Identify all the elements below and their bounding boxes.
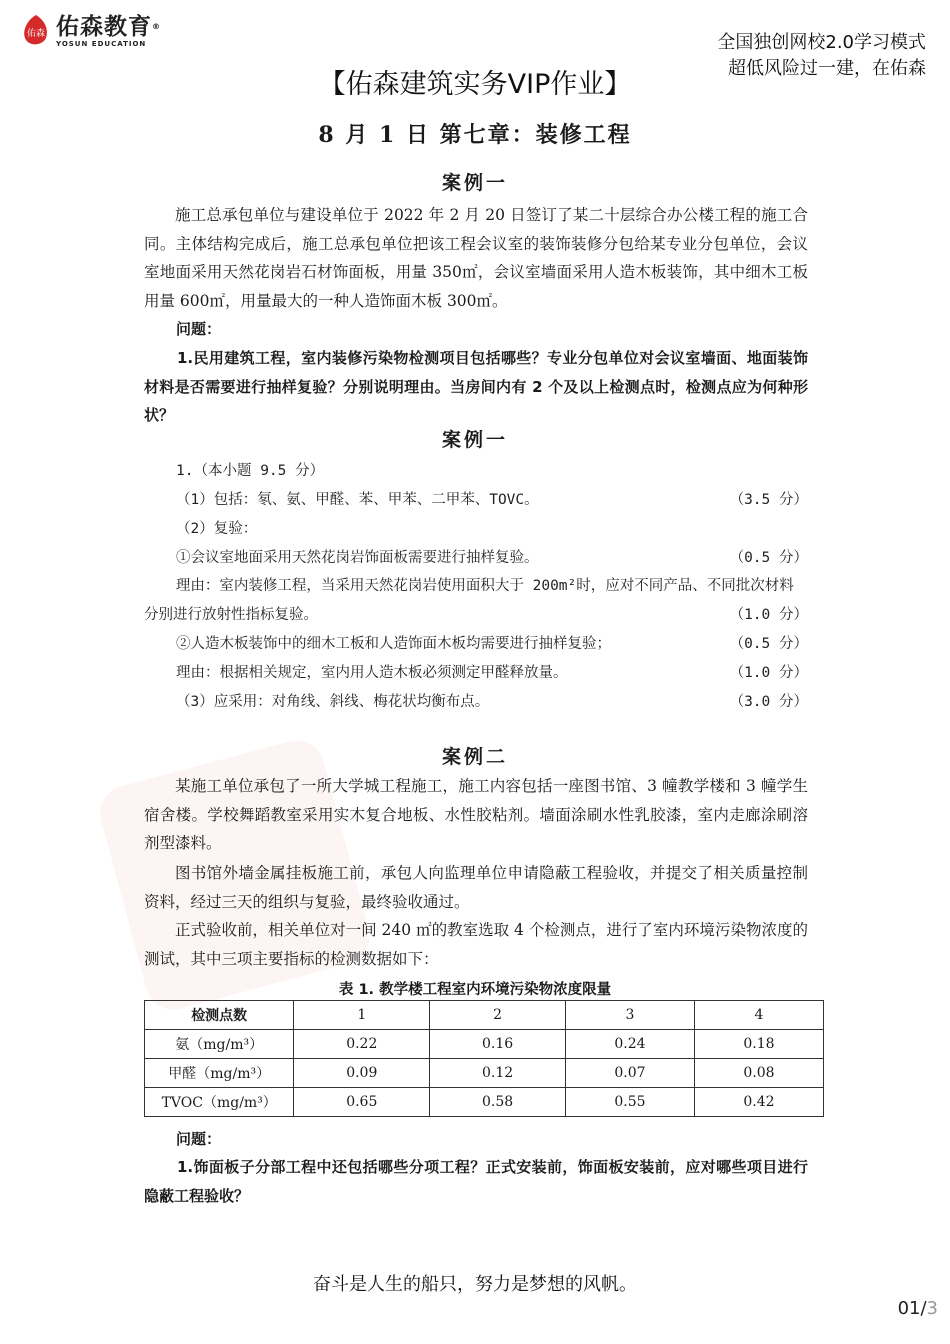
case1-question: 1.民用建筑工程，室内装修污染物检测项目包括哪些？专业分包单位对会议室墙面、地面装饰材料是否需要进行抽样复验？分别说明理由。当房间内有 2 个及以上检测点时，检测点应为何种形状？ — [144, 349, 808, 425]
table-cell: 甲醛（mg/m³） — [145, 1059, 294, 1088]
slogan: 全国独创网校2.0学习模式 超低风险过一建，在佑森 — [717, 32, 926, 79]
table-row — [145, 1030, 824, 1059]
answer-line: （1）包括：氡、氨、甲醛、苯、甲苯、二甲苯、TOVC。 （3.5 分） — [176, 488, 808, 509]
case2-paragraph-2: 图书馆外墙金属挂板施工前，承包人向监理单位申请隐蔽工程验收，并提交了相关质量控制资料，经过三天的组织与复验，最终验收通过。 — [144, 864, 808, 911]
table-cell: 0.16 — [430, 1030, 566, 1059]
footer-motto: 奋斗是人生的船只，努力是梦想的风帆。 — [313, 1274, 637, 1295]
case2-heading: 案例二 — [441, 746, 508, 768]
table-cell: 0.55 — [565, 1088, 694, 1117]
page-number: 01/3 — [897, 1298, 938, 1319]
table-header-cell: 2 — [430, 1001, 566, 1030]
answer-line: 1.（本小题 9.5 分） — [176, 463, 325, 479]
case2-question: 1.饰面板子分部工程中还包括哪些分项工程？正式安装前，饰面板安装前，应对哪些项目进行隐蔽工程验收？ — [144, 1158, 808, 1205]
case1-body: 施工总承包单位与建设单位于 2022 年 2 月 20 日签订了某二十层综合办公楼工程的施工合同。主体结构完成后，施工总承包单位把该工程会议室的装饰装修分包给某专业分包单位，会议室地面采用天然花岗岩石材饰面板，用量 350㎡，会议室墙面采用人造木板装饰，其中细木工板用量 600㎡，用量最大的一种人造饰面木板 300㎡。 — [144, 206, 808, 310]
answer-line: 理由：根据相关规定，室内用人造木板必须测定甲醛释放量。 （1.0 分） — [176, 661, 808, 682]
score: （0.5 分） — [729, 636, 808, 652]
table-cell: 0.65 — [294, 1088, 430, 1117]
table-row — [145, 1088, 824, 1117]
answer-line: （2）复验： — [176, 521, 258, 537]
case1-question-label: 问题： — [176, 320, 222, 338]
table-header-cell: 4 — [694, 1001, 823, 1030]
score: （1.0 分） — [729, 665, 808, 681]
answer-line: ②人造木板装饰中的细木工板和人造饰面木板均需要进行抽样复验； （0.5 分） — [176, 632, 808, 653]
answer-line: （3）应采用：对角线、斜线、梅花状均衡布点。 （3.0 分） — [176, 690, 808, 711]
score: （3.5 分） — [729, 492, 808, 508]
score: （3.0 分） — [729, 694, 808, 710]
logo-mark-icon — [22, 14, 50, 48]
table-cell: 0.12 — [430, 1059, 566, 1088]
answer-line: ①会议室地面采用天然花岗岩饰面板需要进行抽样复验。 （0.5 分） — [176, 546, 808, 567]
table-header-cell: 检测点数 — [145, 1001, 294, 1030]
case1-heading: 案例一 — [441, 172, 508, 194]
pollutant-table — [144, 1000, 824, 1117]
table-header-cell: 1 — [294, 1001, 430, 1030]
table-cell: 氨（mg/m³） — [145, 1030, 294, 1059]
case2-paragraph-3: 正式验收前，相关单位对一间 240 ㎡的教室选取 4 个检测点，进行了室内环境污染物浓度的测试，其中三项主要指标的检测数据如下： — [144, 921, 808, 968]
table-cell: 0.09 — [294, 1059, 430, 1088]
table-cell: 0.24 — [565, 1030, 694, 1059]
document-title: 【佑森建筑实务VIP作业】 — [318, 69, 632, 100]
answer1-heading: 案例一 — [441, 429, 508, 451]
table-cell: 0.58 — [430, 1088, 566, 1117]
table-cell: 0.08 — [694, 1059, 823, 1088]
table-cell: TVOC（mg/m³） — [145, 1088, 294, 1117]
score: （0.5 分） — [729, 550, 808, 566]
table-cell: 0.22 — [294, 1030, 430, 1059]
table-cell: 0.42 — [694, 1088, 823, 1117]
table-header-row — [145, 1001, 824, 1030]
score: （1.0 分） — [729, 606, 808, 623]
table-cell: 0.07 — [565, 1059, 694, 1088]
table-row — [145, 1059, 824, 1088]
answer-reason: 理由：室内装修工程，当采用天然花岗岩使用面积大于 200m²时，应对不同产品、不同批次材料分别进行放射性指标复验。 （1.0 分） — [144, 572, 808, 630]
logo-subtext: YOSUN EDUCATION — [56, 40, 147, 48]
table-caption: 表 1. 教学楼工程室内环境污染物浓度限量 — [338, 982, 612, 998]
table-header-cell: 3 — [565, 1001, 694, 1030]
chapter-title: 8 月 1 日 第七章：装修工程 — [318, 122, 632, 148]
case2-paragraph-1: 某施工单位承包了一所大学城工程施工，施工内容包括一座图书馆、3 幢教学楼和 3 幢学生宿舍楼。学校舞蹈教室采用实木复合地板、水性胶粘剂。墙面涂刷水性乳胶漆，室内走廊涂刷溶剂型漆料。 — [144, 777, 808, 853]
logo-text: 佑森教育® — [56, 14, 161, 40]
table-cell: 0.18 — [694, 1030, 823, 1059]
case2-question-label: 问题： — [176, 1130, 222, 1148]
brand-logo — [22, 14, 161, 48]
svg-text:佑森: 佑森 — [26, 29, 46, 39]
